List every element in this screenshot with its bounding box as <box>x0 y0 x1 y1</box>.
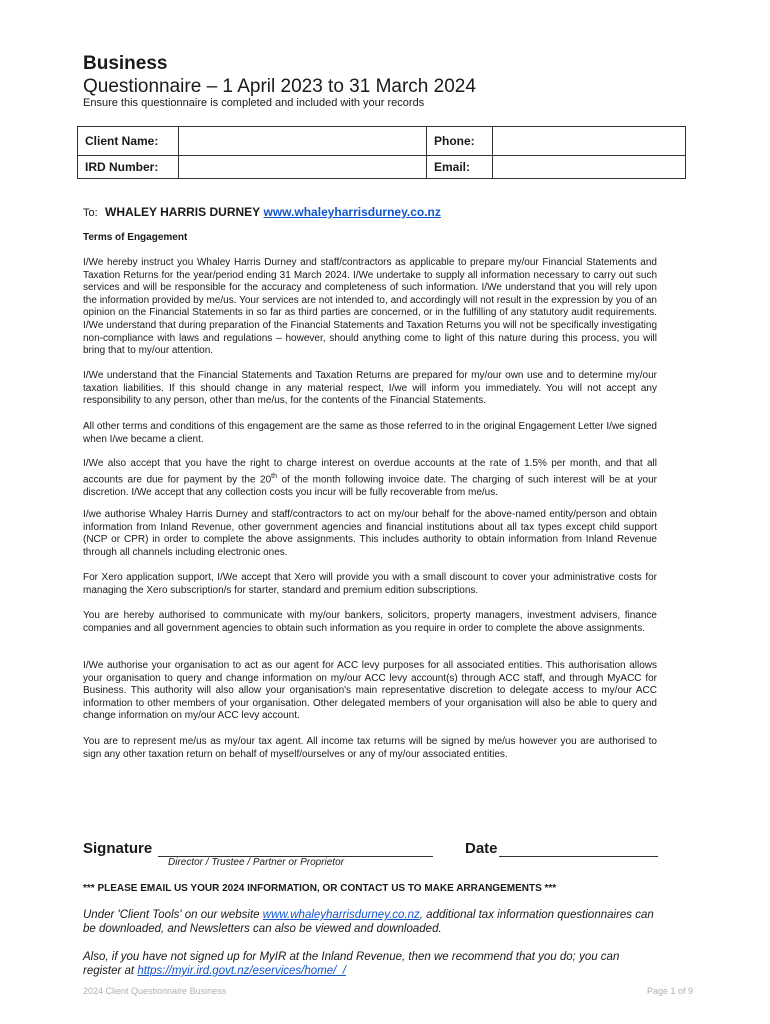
terms-heading: Terms of Engagement <box>83 232 188 243</box>
terms-paragraph: All other terms and conditions of this engagement are the same as those referred to in the original Engagement Letter I/we signed when I/we became a client. <box>83 421 657 445</box>
terms-paragraph: For Xero application support, I/We accept that Xero will provide you with a small discount to cover your administrative costs for managing the Xero subscription/s for starter, standard and premium edition subscriptions. <box>83 572 657 596</box>
footer-page-number: Page 1 of 9 <box>647 986 694 996</box>
terms-paragraph-interest <box>83 458 657 499</box>
terms-paragraph: I/we authorise Whaley Harris Durney and staff/contractors to act on my/our behalf for the above-named entity/person and obtain information from Inland Revenue, other government agencies and financial institutions about all tax types except child support (NCP or CPR) in order to complete the above assignments. This includes authority to obtain information from Inland Revenue through all channels including electronic ones. <box>83 509 657 558</box>
document-title: Business <box>83 53 168 74</box>
addressee-line <box>83 205 441 219</box>
client-name-label: Client Name: <box>78 127 179 156</box>
phone-label: Phone: <box>427 127 493 156</box>
myir-link[interactable]: https://myir.ird.govt.nz/eservices/home/_/ <box>137 965 346 977</box>
terms-paragraph: I/We authorise your organisation to act as our agent for ACC levy purposes for all associated entities. This authorisation allows your organisation to query and change information on my/our ACC levy account(s) through ACC staff, and through MyACC for Business. This authority will also allow your organisation's main representative discretion to delegate access to my/our ACC information to other members of your organisation. Other delegated members of your organisation will also be able to query and change information on my/our ACC levy account. <box>83 660 657 722</box>
myir-text: Also, if you have not signed up for MyIR at the Inland Revenue, then we recommend that you do; you can register at <box>83 951 620 977</box>
phone-field[interactable] <box>493 127 686 156</box>
email-label: Email: <box>427 156 493 179</box>
client-tools-text-end: , additional tax information questionnaires can be downloaded, and Newsletters can also be viewed and downloaded. <box>83 909 654 935</box>
client-name-field[interactable] <box>179 127 427 156</box>
email-field[interactable] <box>493 156 686 179</box>
terms-paragraph: I/We understand that the Financial Statements and Taxation Returns are prepared for my/our own use and to determine my/our taxation liabilities. If this should change in any material respect, I/we will inform you immediately. You will not accept any responsibility to any person, other than me/us, for the contents of the Financial Statements. <box>83 370 657 407</box>
date-field[interactable] <box>499 856 658 857</box>
ird-number-field[interactable] <box>179 156 427 179</box>
website-link[interactable]: www.whaleyharrisdurney.co.nz <box>262 909 420 921</box>
interest-text-start: I/We also accept that you have the right to charge interest on overdue accounts at the rate of 1.5% per month, and that all accounts are due for payment by the 20 <box>83 458 657 485</box>
client-tools-text: Under 'Client Tools' on our website <box>83 909 263 921</box>
date-label: Date <box>465 840 498 857</box>
terms-paragraph: I/We hereby instruct you Whaley Harris Durney and staff/contractors as applicable to prepare my/our Financial Statements and Taxation Returns for the year/period ending 31 March 2024. I/We undertake to supply all information necessary to carry out such services and will be responsible for the accuracy and completeness of such information. I/We understand that you will rely upon the information provided by me/us. Your services are not intended to, and accordingly will not result in the expression by you of an opinion on the Financial Statements in so far as third parties are concerned, or in the fulfilling of any statutory audit requirements. I/We understand that during preparation of the Financial Statements and Taxation Returns you will not be specifically investigating non-compliance with laws and regulations – however, should anything come to light of this nature during this process, you will bring that to my/our attention. <box>83 257 657 357</box>
signature-caption: Director / Trustee / Partner or Proprietor <box>168 857 344 868</box>
firm-website-link[interactable]: www.whaleyharrisdurney.co.nz <box>263 205 441 219</box>
terms-paragraph: You are to represent me/us as my/our tax agent. All income tax returns will be signed by me/us however you are authorised to sign any other taxation return on behalf of myself/ourselves or any of my/our associated entities. <box>83 736 657 760</box>
ird-number-label: IRD Number: <box>78 156 179 179</box>
myir-paragraph <box>83 950 657 978</box>
interest-text-end: of the month following invoice date. The charging of such interest will be at your discretion. I/We accept that any collection costs you incur will be fully recoverable from me/us. <box>83 473 657 498</box>
ordinal-suffix: th <box>271 472 277 480</box>
document-subtitle: Ensure this questionnaire is completed and included with your records <box>83 97 425 109</box>
table-row <box>78 156 686 179</box>
client-tools-paragraph <box>83 908 657 936</box>
signature-label: Signature <box>83 840 153 857</box>
firm-name: WHALEY HARRIS DURNEY <box>105 205 261 219</box>
document-period: Questionnaire – 1 April 2023 to 31 March 2024 <box>83 76 476 97</box>
to-label: To: <box>83 207 98 219</box>
client-details-table <box>77 126 686 179</box>
email-notice: *** PLEASE EMAIL US YOUR 2024 INFORMATION, OR CONTACT US TO MAKE ARRANGEMENTS *** <box>83 883 557 894</box>
table-row <box>78 127 686 156</box>
terms-paragraph: You are hereby authorised to communicate with my/our bankers, solicitors, property managers, investment advisers, finance companies and all government agencies to obtain such information as you require in order to complete the above assignments. <box>83 610 657 634</box>
footer-document-name: 2024 Client Questionnaire Business <box>83 986 227 996</box>
